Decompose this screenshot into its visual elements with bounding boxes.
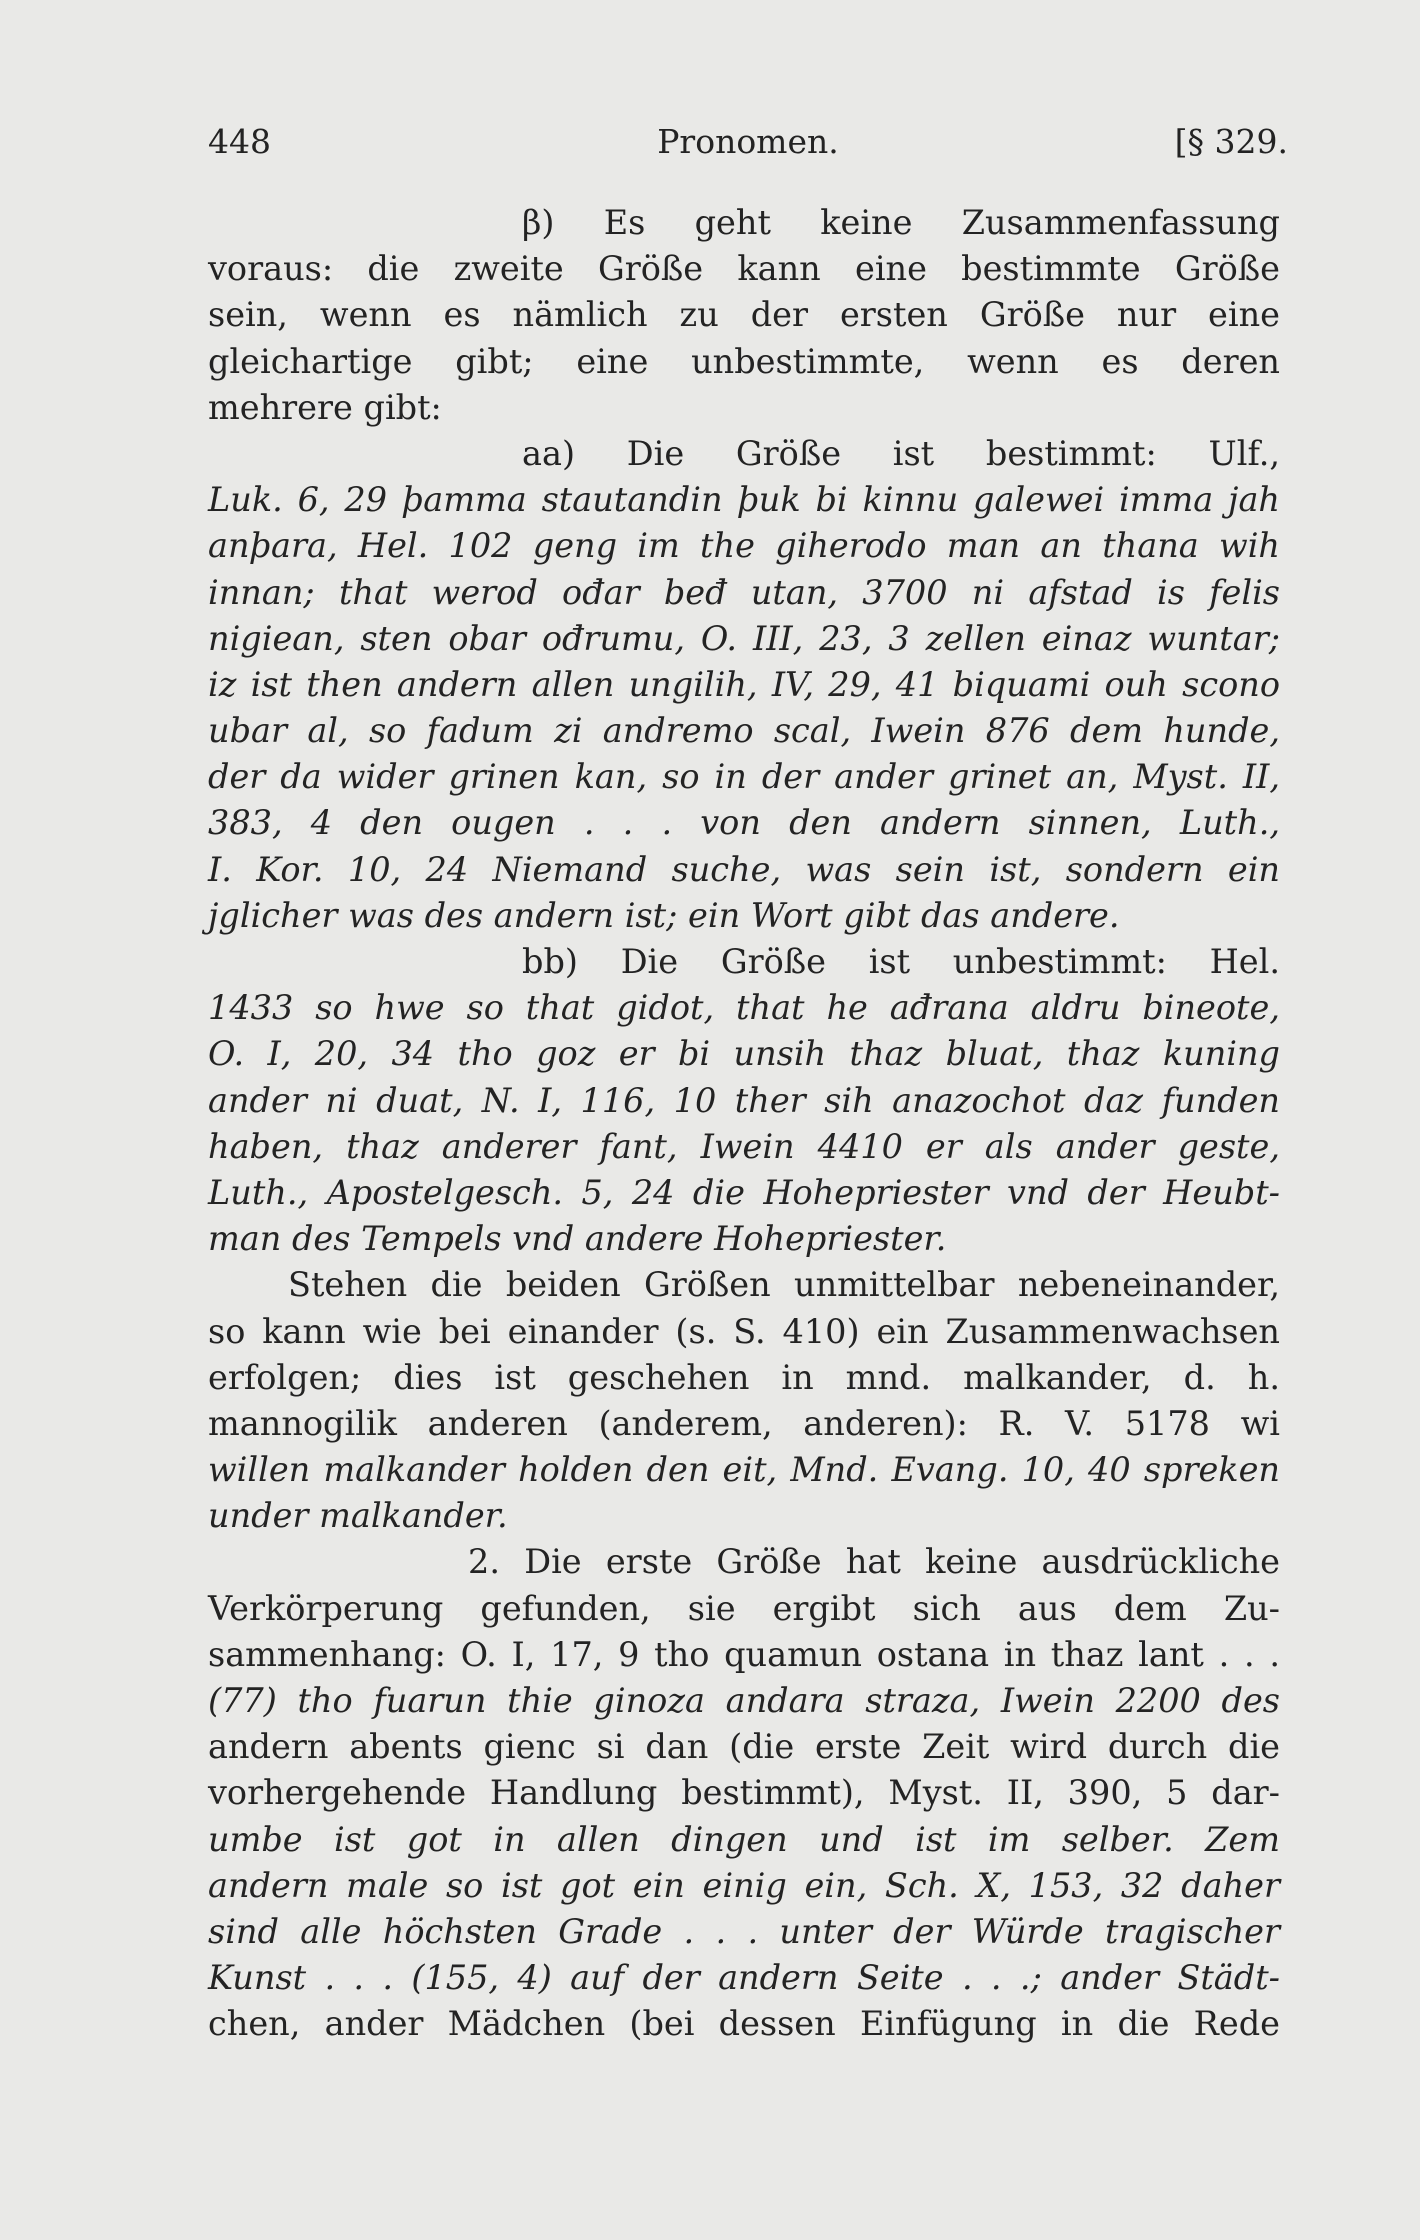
text-line: vorhergehende Handlung bestimmt), Myst. II, 390, 5 dar- — [208, 1773, 1280, 1813]
text-line: ubar al, so fadum zi andremo scal, Iwein 876 dem hunde, — [208, 711, 1280, 751]
text-line: voraus: die zweite Größe kann eine bestimmte Größe — [208, 249, 1280, 289]
text-line: ander ni duat, N. I, 116, 10 ther sih anazochot daz funden — [208, 1080, 1280, 1120]
text-line: under malkander. — [208, 1496, 508, 1536]
page-number: 448 — [208, 122, 271, 161]
text-line: chen, ander Mädchen (bei dessen Einfügung in die Rede — [208, 2004, 1280, 2044]
text-line: jglicher was des andern ist; ein Wort gibt das andere. — [208, 895, 1120, 935]
text-line: 383, 4 den ougen . . . von den andern sinnen, Luth., — [208, 803, 1280, 843]
text-line: mannogilik anderen (anderem, anderen): R. V. 5178 wi — [208, 1403, 1280, 1443]
text-line: sammenhang: O. I, 17, 9 tho quamun ostana in thaz lant . . . — [208, 1634, 1280, 1674]
text-line: Luth., Apostelgesch. 5, 24 die Hohepriester vnd der Heubt- — [208, 1172, 1280, 1212]
text-line: aa) Die Größe ist bestimmt: Ulf., — [522, 433, 1280, 473]
text-line: O. I, 20, 34 tho goz er bi unsih thaz bluat, thaz kuning — [208, 1034, 1280, 1074]
text-line: 1433 so hwe so that gidot, that he ađrana aldru bineote, — [208, 988, 1280, 1028]
text-line: so kann wie bei einander (s. S. 410) ein Zusammenwachsen — [208, 1311, 1280, 1351]
text-line: Verkörperung gefunden, sie ergibt sich aus dem Zu- — [208, 1588, 1280, 1628]
text-line: erfolgen; dies ist geschehen in mnd. malkander, d. h. — [208, 1357, 1280, 1397]
text-line: sein, wenn es nämlich zu der ersten Größe nur eine — [208, 295, 1280, 335]
text-line: β) Es geht keine Zusammenfassung — [522, 203, 1280, 242]
text-line: nigiean, sten obar ođrumu, O. III, 23, 3 zellen einaz wuntar; — [208, 618, 1280, 658]
text-line: man des Tempels vnd andere Hohepriester. — [208, 1219, 947, 1259]
text-line: I. Kor. 10, 24 Niemand suche, was sein ist, sondern ein — [208, 849, 1280, 889]
text-line: anþara, Hel. 102 geng im the giherodo man an thana wih — [208, 526, 1280, 566]
text-line: andern male so ist got ein einig ein, Sch. X, 153, 32 daher — [208, 1865, 1280, 1905]
body-text — [208, 200, 1280, 2048]
running-header — [208, 122, 1288, 166]
text-line: sind alle höchsten Grade . . . unter der Würde tragischer — [208, 1911, 1280, 1951]
text-line: andern abents gienc si dan (die erste Zeit wird durch die — [208, 1727, 1280, 1767]
text-line: (77) tho fuarun thie ginoza andara straza, Iwein 2200 des — [208, 1681, 1280, 1720]
text-line: Stehen die beiden Größen unmittelbar nebeneinander, — [288, 1265, 1280, 1305]
text-line: iz ist then andern allen ungilih, IV, 29, 41 biquami ouh scono — [208, 664, 1280, 704]
text-line: willen malkander holden den eit, Mnd. Evang. 10, 40 spreken — [208, 1450, 1280, 1490]
text-line: der da wider grinen kan, so in der ander grinet an, Myst. II, — [208, 757, 1280, 797]
text-line: gleichartige gibt; eine unbestimmte, wenn es deren — [208, 341, 1280, 381]
running-title: Pronomen. — [657, 122, 839, 161]
text-line: innan; that werod ođar beđ utan, 3700 ni afstad is felis — [208, 572, 1280, 612]
text-line: Kunst . . . (155, 4) auf der andern Seite . . .; ander Städt- — [208, 1958, 1280, 1998]
section-marker: [§ 329. — [1174, 122, 1288, 161]
text-line: haben, thaz anderer fant, Iwein 4410 er als ander geste, — [208, 1126, 1280, 1166]
text-line: umbe ist got in allen dingen und ist im selber. Zem — [208, 1819, 1280, 1859]
text-line: bb) Die Größe ist unbestimmt: Hel. — [522, 942, 1280, 981]
text-line: mehrere gibt: — [208, 387, 442, 427]
text-line: Luk. 6, 29 þamma stautandin þuk bi kinnu galewei imma jah — [208, 480, 1280, 520]
text-line: 2. Die erste Größe hat keine ausdrückliche — [468, 1542, 1280, 1582]
